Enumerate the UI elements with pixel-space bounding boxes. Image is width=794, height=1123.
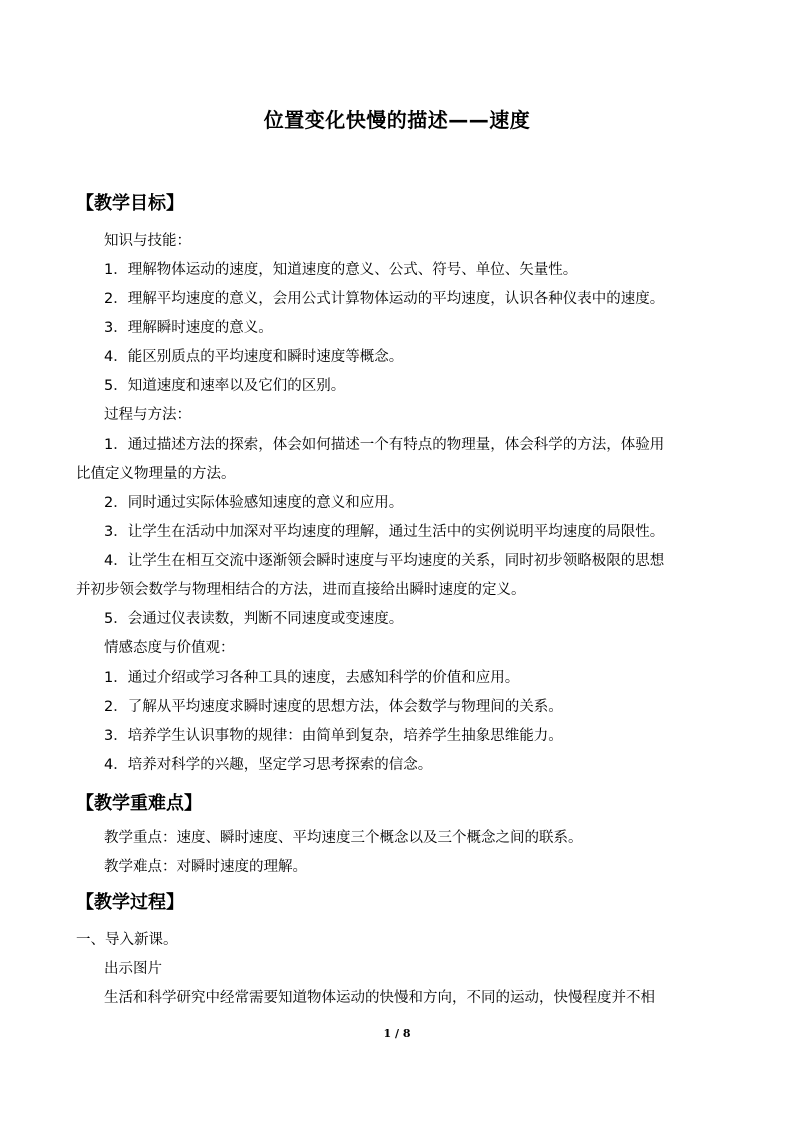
process-item: 3．让学生在活动中加深对平均速度的理解，通过生活中的实例说明平均速度的局限性。 [104, 524, 665, 540]
section-heading-key-points: 【教学重难点】 [76, 793, 202, 814]
knowledge-item: 2．理解平均速度的意义，会用公式计算物体运动的平均速度，认识各种仪表中的速度。 [104, 291, 665, 307]
process-label: 过程与方法： [104, 407, 191, 423]
process-step-intro: 一、导入新课。 [76, 932, 178, 948]
emotion-item: 1．通过介绍或学习各种工具的速度，去感知科学的价值和应用。 [104, 670, 520, 686]
process-item: 5．会通过仪表读数，判断不同速度或变速度。 [104, 611, 404, 627]
process-body-text: 生活和科学研究中经常需要知道物体运动的快慢和方向，不同的运动，快慢程度并不相 [104, 990, 655, 1006]
document-title: 位置变化快慢的描述——速度 [263, 108, 531, 132]
knowledge-item: 3．理解瞬时速度的意义。 [104, 320, 273, 336]
knowledge-label: 知识与技能： [104, 233, 191, 249]
knowledge-item: 5．知道速度和速率以及它们的区别。 [104, 378, 346, 394]
process-item: 1．通过描述方法的探索，体会如何描述一个有特点的物理量，体会科学的方法，体验用 [104, 437, 665, 453]
process-item: 4．让学生在相互交流中逐渐领会瞬时速度与平均速度的关系，同时初步领略极限的思想 [104, 553, 665, 569]
process-item: 2．同时通过实际体验感知速度的意义和应用。 [104, 495, 404, 511]
teaching-difficulty: 教学难点：对瞬时速度的理解。 [104, 859, 307, 875]
teaching-focus: 教学重点：速度、瞬时速度、平均速度三个概念以及三个概念之间的联系。 [104, 830, 583, 846]
knowledge-item: 1．理解物体运动的速度，知道速度的意义、公式、符号、单位、矢量性。 [104, 262, 578, 278]
section-heading-process: 【教学过程】 [76, 892, 184, 913]
process-item-continued: 比值定义物理量的方法。 [76, 466, 236, 482]
process-item-continued: 并初步领会数学与物理相结合的方法，进而直接给出瞬时速度的定义。 [76, 582, 526, 598]
emotion-item: 2．了解从平均速度求瞬时速度的思想方法，体会数学与物理间的关系。 [104, 699, 563, 715]
page-number: 1 / 8 [383, 1027, 411, 1040]
process-show-image: 出示图片 [104, 961, 162, 977]
section-heading-goals: 【教学目标】 [76, 193, 184, 214]
knowledge-item: 4．能区别质点的平均速度和瞬时速度等概念。 [104, 349, 404, 365]
emotion-item: 4．培养对科学的兴趣，坚定学习思考探索的信念。 [104, 757, 433, 773]
emotion-label: 情感态度与价值观： [104, 640, 235, 656]
emotion-item: 3．培养学生认识事物的规律：由简单到复杂，培养学生抽象思维能力。 [104, 728, 563, 744]
